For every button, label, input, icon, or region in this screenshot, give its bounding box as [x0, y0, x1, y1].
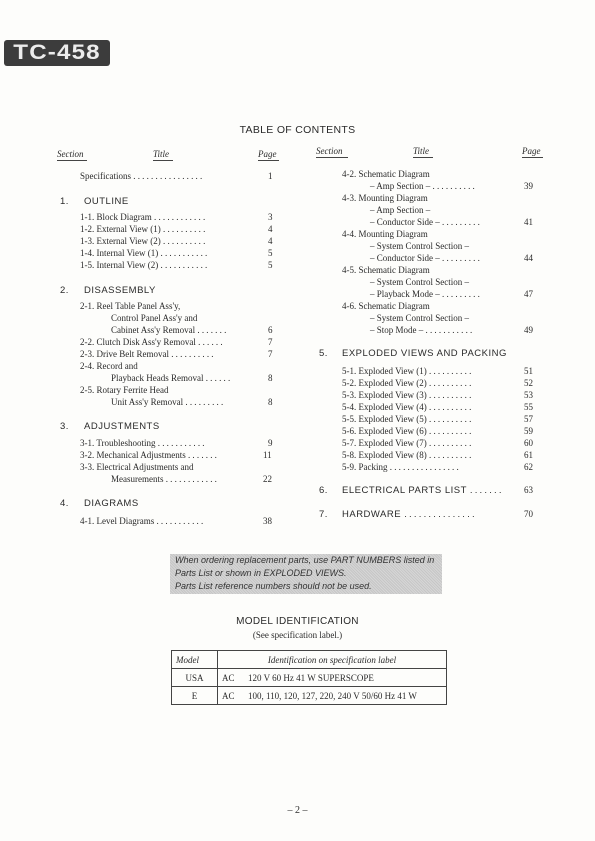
toc-entry: 4-5. Schematic Diagram — [342, 265, 430, 275]
section-number: 7. — [319, 509, 328, 520]
note-line: Parts List or shown in EXPLODED VIEWS. — [175, 568, 347, 578]
section-title-electrical-parts: ELECTRICAL PARTS LIST ....... — [342, 485, 504, 496]
page-ref: 55 — [524, 402, 533, 412]
page-ref: 11 — [263, 450, 272, 460]
section-title-exploded-views: EXPLODED VIEWS AND PACKING — [342, 348, 507, 359]
toc-entry: 4-1. Level Diagrams ........... — [80, 516, 206, 526]
spec-cell: 100, 110, 120, 127, 220, 240 V 50/60 Hz 41 W — [244, 687, 447, 705]
underline — [316, 157, 348, 158]
page-ref: 49 — [524, 325, 533, 335]
page-ref: 5 — [268, 260, 273, 270]
toc-entry-specifications: Specifications ................ — [80, 171, 205, 181]
toc-entry: 2-5. Rotary Ferrite Head — [80, 385, 169, 395]
toc-entry: 5-5. Exploded View (5) .......... — [342, 414, 474, 424]
left-header-page: Page — [258, 149, 277, 159]
model-cell: USA — [172, 669, 218, 687]
toc-entry-cont: – Conductor Side – ......... — [370, 253, 483, 263]
page-ref: 61 — [524, 450, 533, 460]
section-title-disassembly: DISASSEMBLY — [84, 285, 156, 296]
ac-cell: AC — [218, 687, 245, 705]
toc-entry: 5-3. Exploded View (3) .......... — [342, 390, 474, 400]
section-title-hardware: HARDWARE ............... — [342, 509, 477, 520]
page-ref: 8 — [268, 373, 273, 383]
page-number: – 2 – — [287, 805, 308, 816]
right-header-title: Title — [413, 146, 430, 156]
toc-entry: 4-2. Schematic Diagram — [342, 169, 430, 179]
note-line: Parts List reference numbers should not be used. — [175, 581, 372, 591]
model-id-title: MODEL IDENTIFICATION — [236, 616, 359, 627]
toc-entry: 5-4. Exploded View (4) .......... — [342, 402, 474, 412]
toc-entry: 5-6. Exploded View (6) .......... — [342, 426, 474, 436]
table-row — [172, 669, 447, 687]
toc-title: TABLE OF CONTENTS — [239, 124, 356, 136]
page-ref: 62 — [524, 462, 533, 472]
page-ref: 51 — [524, 366, 533, 376]
section-title-outline: OUTLINE — [84, 196, 129, 207]
underline — [57, 160, 87, 161]
toc-entry: 5-7. Exploded View (7) .......... — [342, 438, 474, 448]
page-ref: 60 — [524, 438, 533, 448]
section-number: 5. — [319, 348, 328, 359]
toc-entry: 4-3. Mounting Diagram — [342, 193, 428, 203]
page-ref: 70 — [524, 509, 533, 519]
page-ref: 4 — [268, 236, 273, 246]
page-ref: 3 — [268, 212, 273, 222]
ac-cell: AC — [218, 669, 245, 687]
header-cell: Identification on specification label — [218, 651, 447, 669]
section-number: 3. — [60, 421, 69, 432]
toc-entry-cont: Playback Heads Removal ...... — [111, 373, 233, 383]
toc-entry-cont: – System Control Section – — [370, 313, 469, 323]
section-number: 1. — [60, 196, 69, 207]
underline — [153, 160, 173, 161]
underline — [413, 157, 433, 158]
page-ref: 4 — [268, 224, 273, 234]
toc-entry-cont: Unit Ass'y Removal ......... — [111, 397, 226, 407]
note-line: When ordering replacement parts, use PART NUMBERS listed in — [175, 555, 435, 565]
toc-entry: 1-2. External View (1) .......... — [80, 224, 208, 234]
table-row — [172, 687, 447, 705]
page-ref: 53 — [524, 390, 533, 400]
page-ref: 63 — [524, 485, 533, 495]
toc-entry: 1-3. External View (2) .......... — [80, 236, 208, 246]
underline — [522, 157, 543, 158]
toc-entry: 2-2. Clutch Disk Ass'y Removal ...... — [80, 337, 225, 347]
underline — [258, 160, 279, 161]
toc-entry: 1-1. Block Diagram ............ — [80, 212, 208, 222]
toc-entry: 4-6. Schematic Diagram — [342, 301, 430, 311]
page-ref: 41 — [524, 217, 533, 227]
left-header-section: Section — [57, 149, 84, 159]
page-ref: 59 — [524, 426, 533, 436]
toc-entry: 3-1. Troubleshooting ........... — [80, 438, 207, 448]
toc-entry-cont: Control Panel Ass'y and — [111, 313, 198, 323]
page-ref: 8 — [268, 397, 273, 407]
model-id-subtitle: (See specification label.) — [252, 630, 343, 640]
toc-entry: 5-8. Exploded View (8) .......... — [342, 450, 474, 460]
page-ref: 5 — [268, 248, 273, 258]
page-ref: 38 — [263, 516, 272, 526]
toc-entry: 1-5. Internal View (2) ........... — [80, 260, 210, 270]
spec-cell: 120 V 60 Hz 41 W SUPERSCOPE — [244, 669, 447, 687]
page-ref: 7 — [268, 349, 273, 359]
page-ref: 57 — [524, 414, 533, 424]
page-ref: 44 — [524, 253, 533, 263]
toc-entry: 4-4. Mounting Diagram — [342, 229, 428, 239]
page-ref: 9 — [268, 438, 273, 448]
toc-entry-cont: – System Control Section – — [370, 241, 469, 251]
right-header-section: Section — [316, 146, 343, 156]
left-header-title: Title — [153, 149, 170, 159]
section-title-adjustments: ADJUSTMENTS — [84, 421, 160, 432]
toc-entry-cont: – System Control Section – — [370, 277, 469, 287]
page-ref: 7 — [268, 337, 273, 347]
model-logo — [4, 40, 110, 66]
toc-entry-cont: – Amp Section – — [370, 205, 431, 215]
page-ref: 52 — [524, 378, 533, 388]
right-header-page: Page — [522, 146, 541, 156]
toc-entry: 3-3. Electrical Adjustments and — [80, 462, 194, 472]
page-ref: 1 — [268, 171, 273, 181]
page-ref: 22 — [263, 474, 272, 484]
table-header-row — [172, 651, 447, 669]
logo-text: TC-458 — [13, 41, 101, 64]
page-ref: 47 — [524, 289, 533, 299]
page-ref: 6 — [268, 325, 273, 335]
toc-entry-cont: – Stop Mode – ........... — [370, 325, 475, 335]
toc-entry-cont: Cabinet Ass'y Removal ....... — [111, 325, 229, 335]
toc-entry-cont: – Amp Section – .......... — [370, 181, 477, 191]
section-number: 4. — [60, 498, 69, 509]
toc-entry: 1-4. Internal View (1) ........... — [80, 248, 210, 258]
toc-entry: 5-9. Packing ................ — [342, 462, 461, 472]
section-number: 6. — [319, 485, 328, 496]
toc-entry-cont: – Playback Mode – ......... — [370, 289, 483, 299]
toc-entry: 5-2. Exploded View (2) .......... — [342, 378, 474, 388]
model-cell: E — [172, 687, 218, 705]
toc-entry: 5-1. Exploded View (1) .......... — [342, 366, 474, 376]
section-number: 2. — [60, 285, 69, 296]
toc-entry: 2-1. Reel Table Panel Ass'y, — [80, 301, 181, 311]
ordering-note — [170, 554, 442, 594]
header-cell: Model — [172, 651, 218, 669]
toc-entry-cont: Measurements ............ — [111, 474, 220, 484]
page-ref: 39 — [524, 181, 533, 191]
model-id-table — [171, 650, 447, 705]
toc-entry: 2-4. Record and — [80, 361, 138, 371]
toc-entry-cont: – Conductor Side – ......... — [370, 217, 483, 227]
toc-entry: 3-2. Mechanical Adjustments ....... — [80, 450, 220, 460]
section-title-diagrams: DIAGRAMS — [84, 498, 139, 509]
toc-entry: 2-3. Drive Belt Removal .......... — [80, 349, 216, 359]
